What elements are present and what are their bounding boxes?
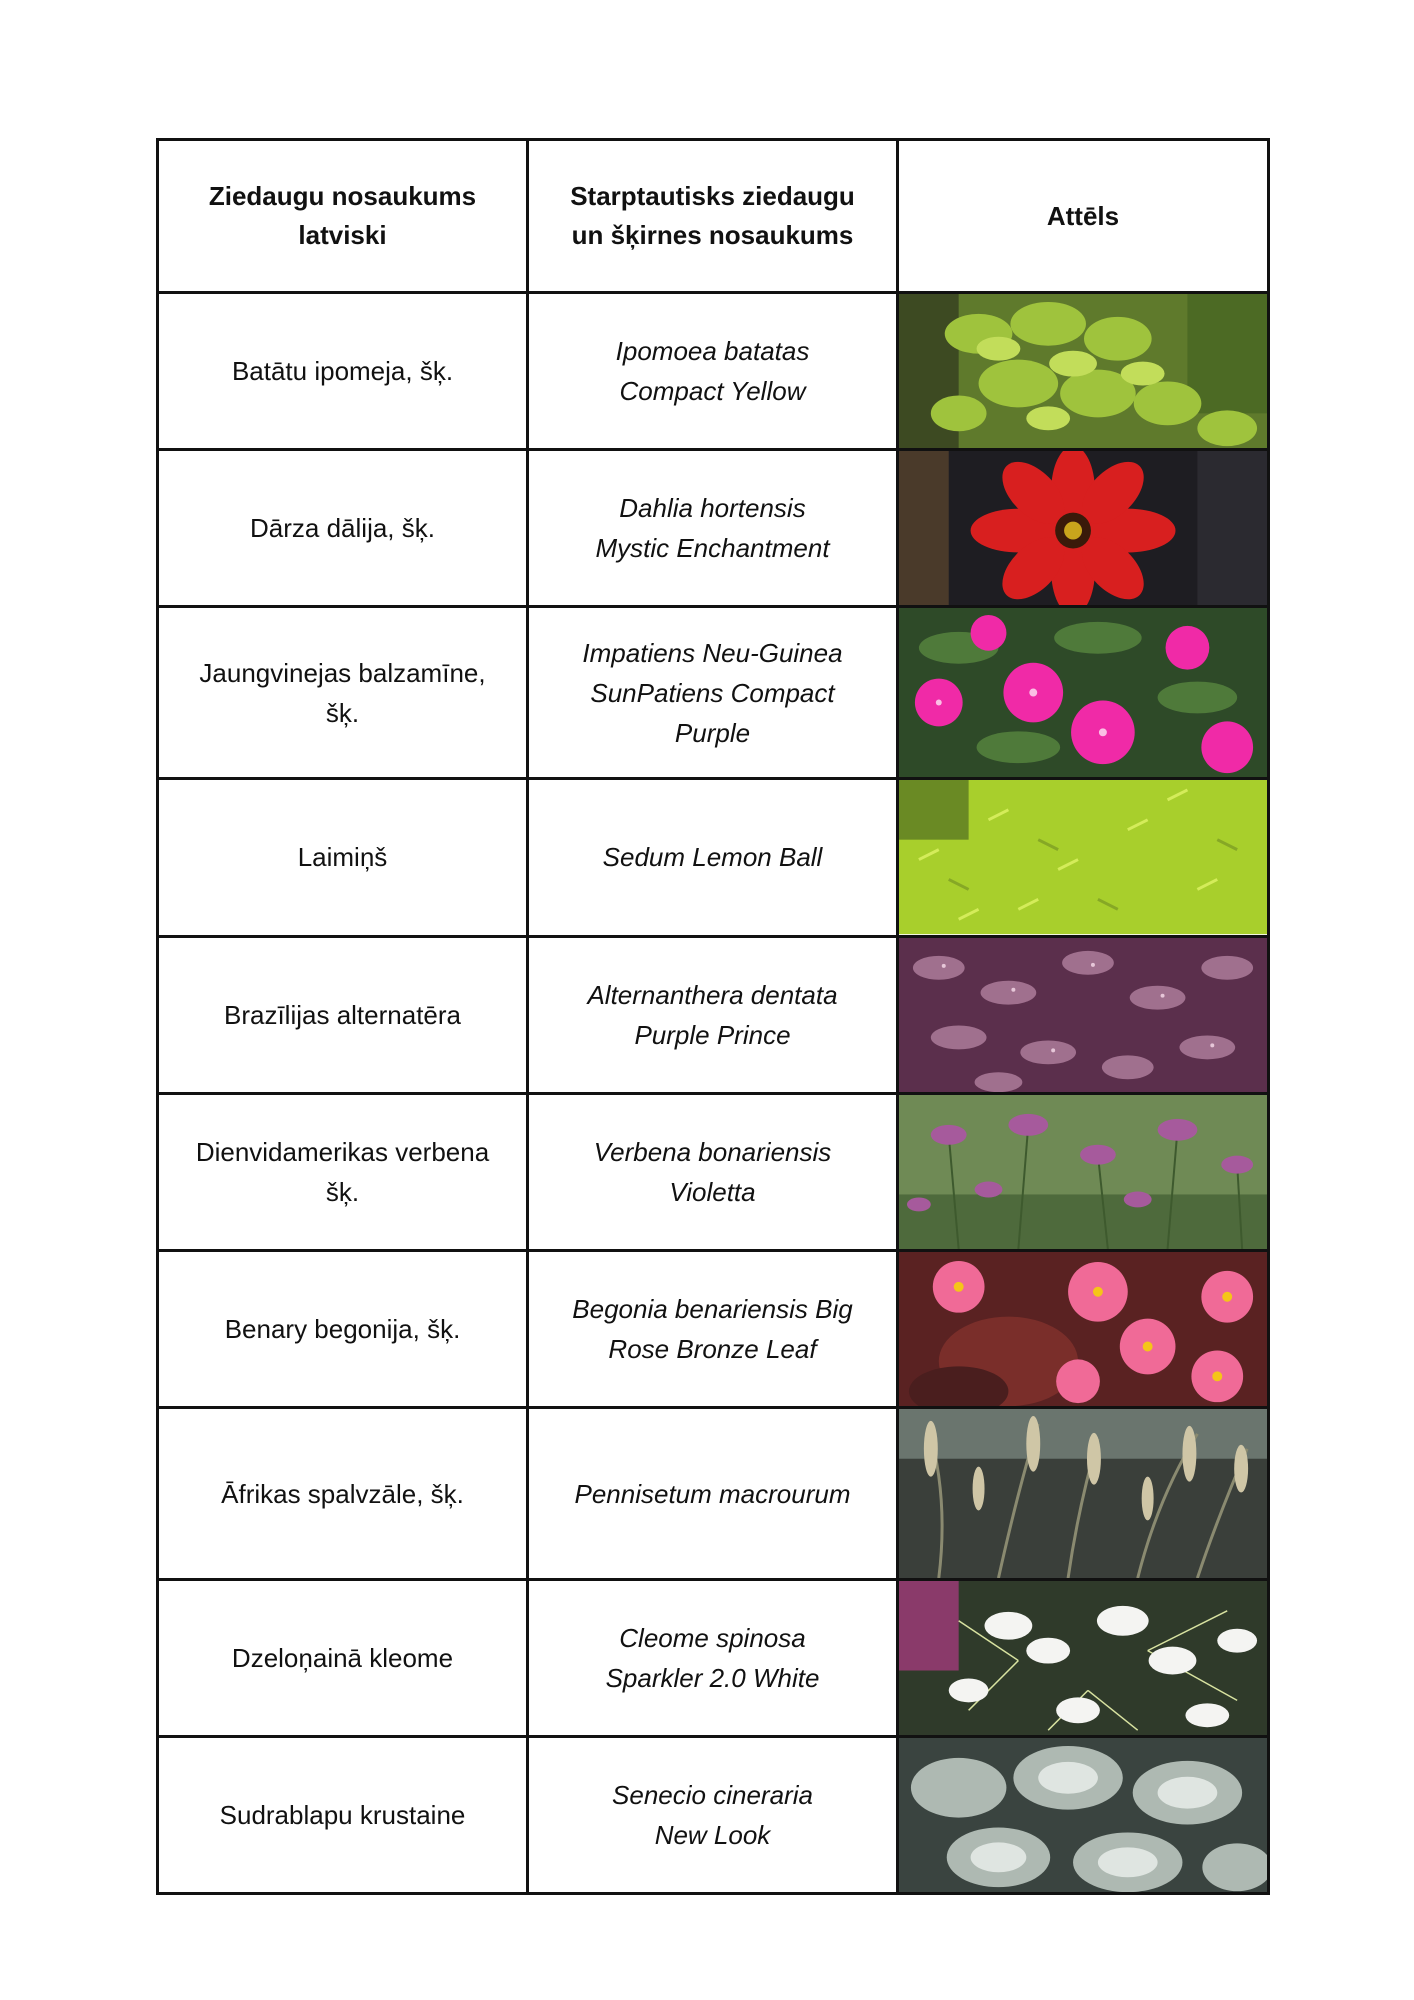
header-international-name-line2: un šķirnes nosaukums <box>571 220 854 250</box>
international-name-cell <box>528 1093 898 1250</box>
international-name-line2: New Look <box>654 1820 771 1851</box>
image-cell <box>898 1408 1269 1580</box>
international-name-line2: Sparkler 2.0 White <box>605 1663 820 1694</box>
table-row <box>158 936 1269 1093</box>
begonia-photo <box>899 1252 1267 1406</box>
latvian-name: Sudrablapu krustaine <box>219 1800 466 1831</box>
latvian-name-cell <box>158 1093 528 1250</box>
image-cell <box>898 936 1269 1093</box>
impatiens-photo <box>899 608 1267 777</box>
international-name-cell <box>528 936 898 1093</box>
international-name-line2: Violetta <box>669 1176 756 1207</box>
latvian-name-line2: šķ. <box>325 1176 360 1207</box>
verbena-photo <box>899 1095 1267 1249</box>
international-name-line1: Impatiens Neu-Guinea <box>582 637 843 668</box>
table-row <box>158 779 1269 936</box>
international-name-cell <box>528 293 898 450</box>
table-row <box>158 1580 1269 1737</box>
international-name-cell <box>528 607 898 779</box>
plant-table <box>156 138 1270 1895</box>
image-cell <box>898 607 1269 779</box>
latvian-name: Brazīlijas alternatēra <box>224 999 461 1030</box>
international-name-line1: Alternanthera dentata <box>587 979 838 1010</box>
latvian-name: Laimiņš <box>297 842 388 873</box>
table-header-row <box>158 140 1269 293</box>
sedum-photo <box>899 780 1267 934</box>
image-cell <box>898 1093 1269 1250</box>
image-cell <box>898 779 1269 936</box>
pennisetum-photo <box>899 1409 1267 1578</box>
header-latvian-name-line1: Ziedaugu nosaukums <box>208 181 477 211</box>
plant-table-page <box>156 138 1267 1895</box>
senecio-photo <box>899 1738 1267 1892</box>
sweet-potato-vine-photo <box>899 294 1267 448</box>
latvian-name-cell <box>158 1580 528 1737</box>
international-name-cell <box>528 779 898 936</box>
international-name-line2: Rose Bronze Leaf <box>608 1333 817 1364</box>
image-cell <box>898 450 1269 607</box>
international-name-line1: Verbena bonariensis <box>593 1136 832 1167</box>
latvian-name-cell <box>158 1737 528 1894</box>
latvian-name-cell <box>158 936 528 1093</box>
international-name-cell <box>528 1408 898 1580</box>
table-row <box>158 1250 1269 1407</box>
latvian-name: Batātu ipomeja, šķ. <box>231 356 454 387</box>
international-name-cell <box>528 1737 898 1894</box>
international-name-cell <box>528 450 898 607</box>
international-name-line1: Ipomoea batatas <box>615 336 810 367</box>
international-name-line1: Cleome spinosa <box>619 1623 806 1654</box>
image-cell <box>898 1737 1269 1894</box>
international-name-line2: Purple Prince <box>634 1019 791 1050</box>
alternanthera-photo <box>899 938 1267 1092</box>
latvian-name-cell <box>158 293 528 450</box>
international-name-cell <box>528 1250 898 1407</box>
header-international-name-line1: Starptautisks ziedaugu <box>570 181 855 211</box>
header-latvian-name <box>158 140 528 293</box>
header-image: Attēls <box>898 140 1269 293</box>
table-row <box>158 1093 1269 1250</box>
international-name-line1: Sedum Lemon Ball <box>602 842 823 873</box>
latvian-name: Dzeloņainā kleome <box>231 1643 454 1674</box>
international-name-line3: Purple <box>674 717 751 748</box>
dahlia-photo <box>899 451 1267 605</box>
latvian-name-line2: šķ. <box>325 697 360 728</box>
latvian-name-cell <box>158 1408 528 1580</box>
international-name-line1: Senecio cineraria <box>612 1780 813 1811</box>
latvian-name: Dārza dālija, šķ. <box>250 513 435 544</box>
latvian-name-cell <box>158 607 528 779</box>
table-row <box>158 1737 1269 1894</box>
header-international-name <box>528 140 898 293</box>
cleome-photo <box>899 1581 1267 1735</box>
table-row <box>158 607 1269 779</box>
latvian-name-cell <box>158 1250 528 1407</box>
table-row <box>158 293 1269 450</box>
international-name-line2: SunPatiens Compact <box>590 677 835 708</box>
international-name-line1: Pennisetum macrourum <box>574 1478 851 1509</box>
latvian-name: Benary begonija, šķ. <box>224 1313 461 1344</box>
international-name-cell <box>528 1580 898 1737</box>
international-name-line1: Dahlia hortensis <box>619 493 806 524</box>
international-name-line2: Compact Yellow <box>619 376 806 407</box>
latvian-name: Āfrikas spalvzāle, šķ. <box>221 1478 464 1509</box>
table-row <box>158 450 1269 607</box>
latvian-name-cell <box>158 450 528 607</box>
image-cell <box>898 1250 1269 1407</box>
latvian-name-line1: Jaungvinejas balzamīne, <box>199 657 486 688</box>
table-row <box>158 1408 1269 1580</box>
latvian-name-cell <box>158 779 528 936</box>
international-name-line2: Mystic Enchantment <box>595 533 830 564</box>
latvian-name-line1: Dienvidamerikas verbena <box>195 1136 490 1167</box>
header-latvian-name-line2: latviski <box>298 220 387 250</box>
image-cell <box>898 293 1269 450</box>
image-cell <box>898 1580 1269 1737</box>
international-name-line1: Begonia benariensis Big <box>572 1293 853 1324</box>
